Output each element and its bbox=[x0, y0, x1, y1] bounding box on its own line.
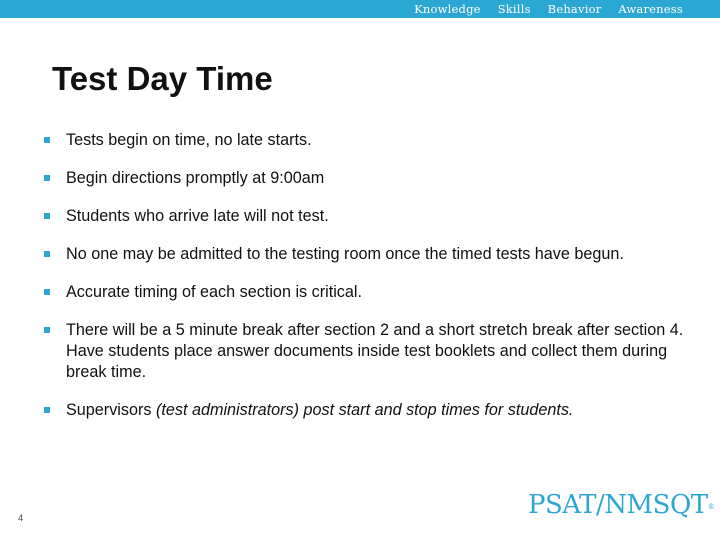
bullet-text: No one may be admitted to the testing room once the timed tests have begun. bbox=[66, 245, 624, 263]
square-bullet-icon bbox=[44, 407, 50, 413]
bullet-item bbox=[44, 130, 684, 151]
bullet-text-prefix: Supervisors bbox=[66, 401, 156, 419]
top-nav bbox=[414, 2, 683, 16]
bullet-text-italic: (test administrators) post start and stop times for students. bbox=[155, 401, 574, 419]
page-number: 4 bbox=[18, 513, 24, 523]
bullet-text: Tests begin on time, no late starts. bbox=[66, 131, 312, 149]
square-bullet-icon bbox=[44, 327, 50, 333]
square-bullet-icon bbox=[44, 289, 50, 295]
square-bullet-icon bbox=[44, 137, 50, 143]
psat-nmsqt-logo bbox=[528, 490, 714, 520]
bullet-text: There will be a 5 minute break after section 2 and a short stretch break after section 4. Have students place answer documents inside test booklets and collect them during break time. bbox=[66, 321, 684, 381]
top-banner bbox=[0, 0, 720, 18]
bullet-item bbox=[44, 244, 684, 265]
bullet-text: Begin directions promptly at 9:00am bbox=[66, 169, 325, 187]
registered-mark: ® bbox=[707, 503, 715, 511]
slide-title: Test Day Time bbox=[52, 60, 273, 97]
bullet-item bbox=[44, 168, 684, 189]
logo-text: PSAT/NMSQT bbox=[528, 490, 708, 520]
square-bullet-icon bbox=[44, 213, 50, 219]
square-bullet-icon bbox=[44, 175, 50, 181]
square-bullet-icon bbox=[44, 251, 50, 257]
bullet-item bbox=[44, 320, 684, 383]
bullet-text: Accurate timing of each section is critical. bbox=[66, 283, 362, 301]
bullet-item bbox=[44, 400, 684, 421]
bullet-item bbox=[44, 206, 684, 227]
bullet-list bbox=[44, 130, 684, 421]
nav-knowledge[interactable]: Knowledge bbox=[414, 2, 481, 16]
nav-behavior[interactable]: Behavior bbox=[547, 2, 602, 16]
nav-skills[interactable]: Skills bbox=[497, 2, 531, 16]
bullet-text: Students who arrive late will not test. bbox=[66, 207, 329, 225]
bullet-item bbox=[44, 282, 684, 303]
nav-awareness[interactable]: Awareness bbox=[618, 2, 683, 16]
